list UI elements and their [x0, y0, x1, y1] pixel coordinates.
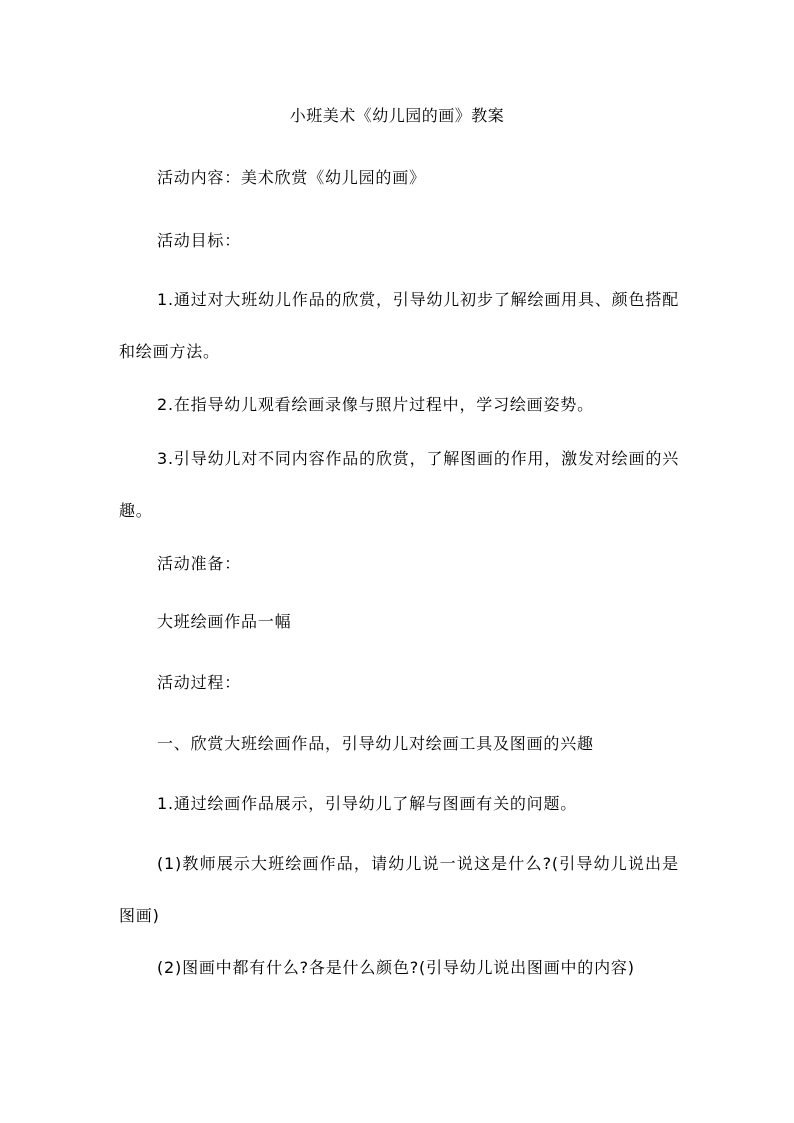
paragraph-activity-process-heading: 活动过程：: [157, 673, 242, 692]
paragraph-activity-content: 活动内容：美术欣赏《幼儿园的画》: [157, 168, 426, 187]
paragraph-process-question-2: (2)图画中都有什么?各是什么颜色?(引导幼儿说出图画中的内容): [157, 958, 635, 977]
document-title: 小班美术《幼儿园的画》教案: [289, 106, 505, 125]
paragraph-goal-3: 3.引导幼儿对不同内容作品的欣赏，了解图画的作用，激发对绘画的兴趣。: [119, 449, 679, 520]
paragraph-goal-2: 2.在指导幼儿观看绘画录像与照片过程中，学习绘画姿势。: [157, 395, 594, 414]
paragraph-process-substep-1: 1.通过绘画作品展示，引导幼儿了解与图画有关的问题。: [157, 794, 578, 813]
paragraph-process-step-1: 一、欣赏大班绘画作品，引导幼儿对绘画工具及图画的兴趣: [157, 734, 594, 753]
paragraph-preparation-item: 大班绘画作品一幅: [157, 612, 292, 631]
paragraph-activity-preparation-heading: 活动准备：: [157, 554, 242, 573]
paragraph-activity-goals-heading: 活动目标：: [157, 231, 242, 250]
paragraph-goal-1: 1.通过对大班幼儿作品的欣赏，引导幼儿初步了解绘画用具、颜色搭配和绘画方法。: [119, 290, 679, 361]
paragraph-process-question-1: (1)教师展示大班绘画作品，请幼儿说一说这是什么?(引导幼儿说出是图画): [119, 854, 679, 925]
